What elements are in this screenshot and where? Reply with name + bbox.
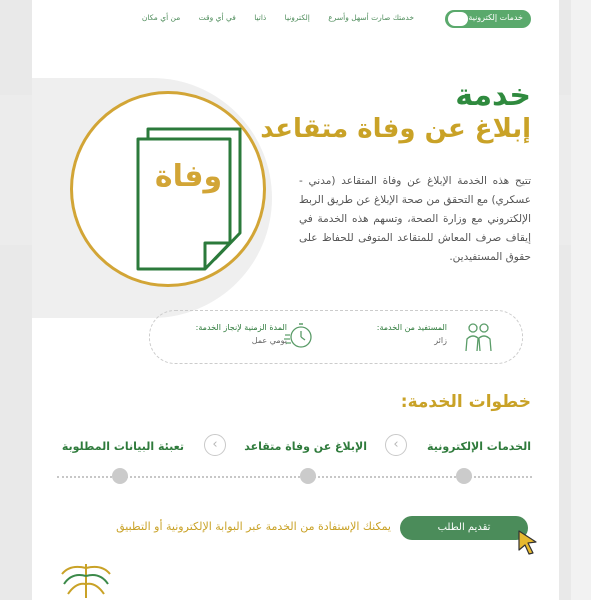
beneficiary-title: المستفيد من الخدمة: [376,323,447,332]
duration-value: يومي عمل [251,336,287,345]
submit-request-button[interactable]: تقديم الطلب [400,516,528,540]
page-title: خدمة [455,78,531,113]
step-report-death: الإبلاغ عن وفاة متقاعد [244,440,367,453]
duration-title: المدة الزمنية لإنجاز الخدمة: [195,323,287,332]
top-bar [32,0,559,38]
eservices-toggle-label: خدمات إلكترونية [468,13,523,22]
step-fill-data: تعبئة البيانات المطلوبة [61,440,184,453]
cta-description: يمكنك الإستفادة من الخدمة عبر البوابة الإلكترونية أو التطبيق [116,520,391,533]
service-page [32,0,559,600]
nav-item-electronic[interactable]: إلكترونيا [284,13,310,22]
nav-item-self[interactable]: ذاتيا [254,13,267,22]
stopwatch-icon [284,321,314,351]
page-subtitle: إبلاغ عن وفاة متقاعد [260,114,531,144]
beneficiary-info [377,323,447,345]
nav-item-slogan[interactable]: خدمتك صارت أسهل وأسرع [328,13,414,22]
eservices-toggle[interactable] [445,10,531,28]
step-eservices: الخدمات الإلكترونية [427,440,531,453]
service-description: تتيح هذه الخدمة الإبلاغ عن وفاة المتقاعد (مدني - عسكري) مع التحقق من صحة الإبلاغ عن طريق الربط الإلكتروني مع وزارة الصحة، وتسهم هذه الخدمة في إيقاف صرف المعاش للمتقاعد المتوفى للحفاظ على حقوق المستفيدين. [299,175,531,263]
nav-item-anytime[interactable]: في أي وقت [198,13,236,22]
top-nav [126,13,414,22]
step-dot [456,468,472,484]
people-icon [464,321,492,353]
toggle-knob [448,12,468,26]
steps-title: خطوات الخدمة: [400,392,531,412]
chevron-left-icon: ‹ [204,434,226,456]
pointer-cursor-icon [514,528,540,556]
step-dot [300,468,316,484]
service-info-box [149,310,523,364]
icon-label: وفاة [154,159,223,194]
service-icon-circle [70,91,266,287]
chevron-left-icon: ‹ [385,434,407,456]
nav-item-anywhere[interactable]: من أي مكان [141,13,181,22]
palm-logo-icon [56,550,116,600]
background-edge [571,0,591,600]
duration-info [196,323,287,345]
step-dot [112,468,128,484]
beneficiary-value: زائر [434,336,447,345]
